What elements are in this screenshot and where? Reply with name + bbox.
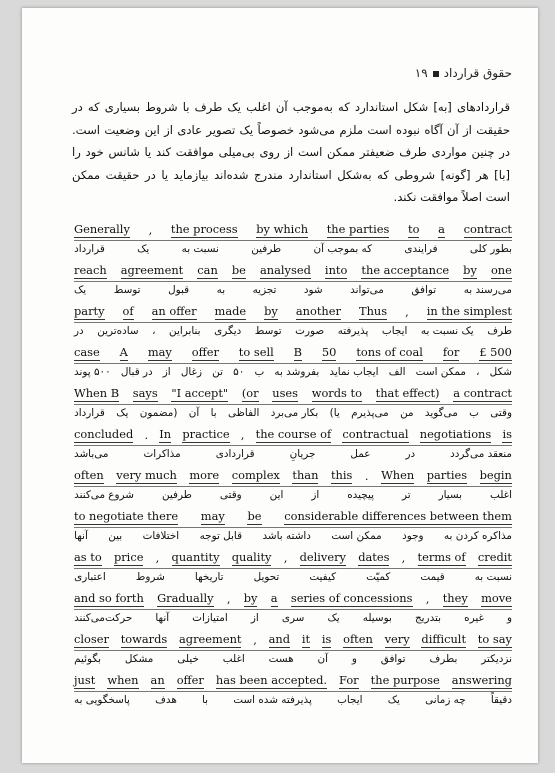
persian-word: کیفیت: [309, 571, 337, 583]
persian-row: [74, 609, 512, 630]
persian-word: وجود: [402, 530, 424, 542]
english-word: answering: [451, 673, 512, 687]
english-word: ,: [401, 551, 406, 565]
persian-word: یک: [74, 284, 87, 296]
english-word: in the simplest: [426, 304, 512, 318]
persian-word: قبول: [168, 284, 190, 296]
persian-word: می‌گوید: [424, 407, 458, 419]
persian-word: توافق: [380, 653, 406, 665]
persian-word: نسبت به: [474, 571, 512, 583]
english-word: by: [463, 263, 477, 277]
english-word: When: [381, 468, 415, 482]
persian-word: یک: [137, 243, 150, 255]
english-word: ,: [405, 305, 409, 319]
persian-word: بین: [108, 530, 123, 542]
english-word: credit: [477, 550, 512, 564]
persian-word: مذاکره کردن به: [443, 530, 512, 542]
english-word: a: [438, 222, 445, 236]
persian-word: آن: [317, 653, 328, 665]
english-word: terms of: [417, 550, 466, 564]
english-word: contract: [463, 222, 512, 236]
english-word: A: [119, 345, 128, 359]
english-word: the parties: [326, 222, 390, 236]
persian-word: غیره: [464, 612, 484, 624]
english-word: of: [122, 304, 134, 318]
persian-row: [74, 527, 512, 548]
persian-word: بوسیله: [362, 612, 392, 624]
english-word: by: [264, 304, 278, 318]
english-word: ,: [155, 551, 160, 565]
english-row: [74, 591, 512, 607]
persian-word: وقتی: [219, 489, 242, 501]
persian-word: خیلی: [177, 653, 199, 665]
persian-word: جریانِ: [289, 448, 316, 460]
english-word: this: [330, 468, 353, 482]
english-word: Generally: [74, 222, 130, 236]
persian-word: طرف: [487, 325, 512, 337]
persian-word: صورت: [295, 325, 325, 337]
english-row: [74, 427, 512, 443]
persian-word: پیچیده: [347, 489, 374, 501]
persian-word: با: [210, 407, 217, 419]
persian-word: قرارداد: [74, 407, 105, 419]
book-page: [22, 8, 538, 763]
english-row: [74, 345, 512, 361]
persian-row: [74, 650, 512, 671]
persian-word: ایجاب: [337, 694, 363, 706]
persian-word: شکل: [489, 366, 512, 378]
english-word: In: [159, 427, 172, 441]
persian-word: عمل: [350, 448, 371, 460]
persian-word: یا): [329, 407, 340, 419]
persian-word: الفاظی: [227, 407, 260, 419]
persian-row: [74, 363, 512, 384]
persian-word: من: [400, 407, 414, 419]
english-word: another: [295, 304, 341, 318]
persian-word: سری: [281, 612, 305, 624]
english-word: the course of: [255, 427, 332, 441]
english-word: Gradually: [157, 591, 214, 605]
persian-word: یک: [116, 407, 129, 419]
english-word: one: [490, 263, 512, 277]
persian-word: منعقد می‌گردد: [450, 448, 512, 460]
english-word: ,: [283, 551, 288, 565]
english-word: than: [292, 468, 319, 482]
english-word: they: [442, 591, 468, 605]
english-word: parties: [426, 468, 468, 482]
gloss-line: [74, 468, 512, 509]
english-word: considerable differences between them: [284, 509, 512, 523]
persian-word: آن: [188, 407, 200, 419]
persian-word: می‌باشد: [74, 448, 109, 460]
english-row: [74, 509, 512, 525]
english-word: delivery: [299, 550, 346, 564]
persian-word: قراردادی: [215, 448, 255, 460]
english-word: very: [384, 632, 410, 646]
persian-word: نسبت به: [181, 243, 219, 255]
english-word: (or: [241, 386, 259, 400]
english-word: an: [150, 673, 165, 687]
persian-word: ساده‌ترین: [97, 325, 139, 337]
english-word: that effect): [375, 386, 440, 400]
english-word: For: [339, 673, 359, 687]
english-word: .: [364, 469, 369, 483]
interlinear-gloss: [74, 222, 512, 714]
persian-word: به: [216, 284, 226, 296]
english-word: ,: [253, 633, 257, 647]
english-word: tons of coal: [356, 345, 423, 359]
english-word: uses: [272, 386, 299, 400]
persian-word: بتدریج: [414, 612, 442, 624]
english-word: offer: [191, 345, 219, 359]
english-word: by which: [256, 222, 309, 236]
persian-word: توسط: [254, 325, 282, 337]
english-word: often: [74, 468, 104, 482]
persian-row: [74, 404, 512, 425]
persian-word: طرفین: [161, 489, 192, 501]
english-word: ,: [226, 592, 231, 606]
english-word: often: [343, 632, 373, 646]
english-word: be: [231, 263, 246, 277]
persian-word: شروط: [135, 571, 165, 583]
persian-word: ۵۰: [233, 366, 245, 378]
persian-word: پذیرفته: [337, 325, 369, 337]
english-word: may: [200, 509, 225, 523]
english-word: the purpose: [370, 673, 440, 687]
persian-word: و: [351, 653, 357, 665]
persian-word: یک نسبت به: [420, 325, 474, 337]
persian-word: (مضمون: [139, 407, 178, 419]
english-word: agreement: [179, 632, 242, 646]
english-word: agreement: [120, 263, 184, 277]
persian-word: اغلب: [490, 489, 512, 501]
gloss-line: [74, 345, 512, 386]
english-word: "I accept": [171, 386, 229, 400]
gloss-line: [74, 222, 512, 263]
persian-word: تر: [401, 489, 411, 501]
english-word: offer: [176, 673, 204, 687]
persian-word: تجزیه: [252, 284, 277, 296]
persian-word: مشکل: [124, 653, 154, 665]
english-word: move: [481, 591, 512, 605]
english-word: £ 500: [479, 345, 512, 359]
english-word: practice: [182, 427, 230, 441]
persian-word: بفروشد به: [274, 366, 320, 378]
english-word: to negotiate there: [74, 509, 179, 523]
english-word: series of concessions: [290, 591, 413, 605]
persian-word: در: [405, 448, 416, 460]
persian-word: ممکن است: [415, 366, 466, 378]
persian-word: یک: [327, 612, 340, 624]
persian-word: یک: [387, 694, 400, 706]
english-word: very much: [116, 468, 177, 482]
english-row: [74, 386, 512, 402]
persian-word: فرایندی: [404, 243, 438, 255]
english-word: just: [74, 673, 96, 687]
persian-word: طرفین: [251, 243, 282, 255]
persian-word: از: [250, 612, 259, 624]
english-word: case: [74, 345, 100, 359]
gloss-line: [74, 304, 512, 345]
persian-word: در: [74, 325, 84, 337]
persian-word: ایجاب نماید: [329, 366, 379, 378]
persian-word: از: [162, 366, 171, 378]
english-word: the process: [170, 222, 238, 236]
english-word: concluded: [74, 427, 134, 441]
persian-word: کمیّت: [366, 571, 391, 583]
persian-word: تاریخها: [194, 571, 224, 583]
english-word: analysed: [259, 263, 311, 277]
persian-word: ۵۰۰ پوند: [74, 366, 111, 378]
english-word: ,: [425, 592, 430, 606]
english-word: reach: [74, 263, 107, 277]
english-word: can: [197, 263, 218, 277]
persian-row: [74, 322, 512, 343]
english-word: made: [214, 304, 247, 318]
persian-word: وقتی: [490, 407, 512, 419]
english-word: to sell: [238, 345, 274, 359]
gloss-line: [74, 509, 512, 550]
gloss-line: [74, 591, 512, 632]
gloss-line: [74, 263, 512, 304]
english-word: words to: [311, 386, 362, 400]
header-square-icon: [433, 71, 439, 77]
persian-word: مذاکرات: [143, 448, 181, 460]
persian-word: شروع می‌کنند: [74, 489, 134, 501]
page-number: ۱۹: [414, 66, 428, 80]
persian-word: با: [202, 694, 209, 706]
english-word: party: [74, 304, 105, 318]
english-word: quantity: [171, 550, 220, 564]
intro-paragraph: قراردادهای [به] شکل استاندارد که به‌موجب آن اغلب یک طرف با شروط بسیاری که در حقیقت از آن آگاه نبوده است ملزم می‌شود خصوصاً یک تصویر عادی از این وضعیت است. در چنین مواردی طرف ضعیفتر ممکن است از روی بی‌میلی موافقت کند یا شانس خود را [با] هر [گونه] شروطی که به‌شکل استاندارد مندرج شده‌اند بیازماید یا در حقیقت ممکن است اصلاً موافقت نکند.: [72, 100, 510, 204]
english-word: says: [132, 386, 158, 400]
english-word: begin: [479, 468, 512, 482]
persian-word: بطرف: [429, 653, 458, 665]
persian-word: ب: [254, 366, 265, 378]
persian-row: [74, 445, 512, 466]
english-row: [74, 632, 512, 648]
english-word: quality: [231, 550, 272, 564]
english-word: an offer: [151, 304, 197, 318]
english-word: be: [247, 509, 262, 523]
english-word: price: [113, 550, 144, 564]
english-word: a: [270, 591, 278, 605]
persian-word: تحویل: [253, 571, 280, 583]
intro-text: [72, 96, 510, 209]
english-word: dates: [358, 550, 390, 564]
persian-word: اغلب: [222, 653, 245, 665]
running-header: [415, 66, 512, 80]
persian-word: بکار می‌برد: [270, 407, 319, 419]
english-row: [74, 222, 512, 238]
english-word: to say: [477, 632, 512, 646]
persian-word: قابل توجه: [199, 530, 243, 542]
gloss-line: [74, 386, 512, 427]
persian-word: آنها: [74, 530, 88, 542]
english-word: ,: [148, 223, 153, 237]
persian-word: ،: [152, 325, 156, 337]
persian-word: ایجاب: [381, 325, 408, 337]
persian-word: شود: [303, 284, 323, 296]
english-word: difficult: [421, 632, 467, 646]
persian-word: می‌رسند به: [463, 284, 512, 296]
english-word: a contract: [453, 386, 512, 400]
persian-word: ممکن است: [331, 530, 382, 542]
persian-word: تن: [212, 366, 223, 378]
english-word: is: [321, 632, 332, 646]
persian-word: امتیازات: [192, 612, 228, 624]
english-word: When B: [74, 386, 120, 400]
persian-row: [74, 691, 512, 712]
english-row: [74, 550, 512, 566]
english-word: to: [408, 222, 420, 236]
persian-row: [74, 486, 512, 507]
persian-row: [74, 281, 512, 302]
english-word: Thus: [358, 304, 388, 318]
english-word: it: [301, 632, 311, 646]
gloss-line: [74, 673, 512, 714]
persian-word: توسط: [113, 284, 141, 296]
persian-word: چه زمانی: [425, 694, 466, 706]
english-word: closer: [74, 632, 109, 646]
persian-word: دیگری: [214, 325, 242, 337]
persian-word: می‌تواند: [350, 284, 384, 296]
english-word: may: [147, 345, 172, 359]
persian-word: این: [269, 489, 284, 501]
persian-word: بگوئیم: [74, 653, 102, 665]
persian-word: توافق: [411, 284, 437, 296]
persian-word: پذیرفته شده است: [233, 694, 312, 706]
persian-word: اعتباری: [74, 571, 106, 583]
english-word: more: [189, 468, 220, 482]
english-word: the acceptance: [361, 263, 450, 277]
persian-word: بسیار: [438, 489, 463, 501]
english-word: by: [243, 591, 258, 605]
english-row: [74, 673, 512, 689]
english-row: [74, 263, 512, 279]
english-word: B: [293, 345, 303, 359]
persian-word: قیمت: [420, 571, 445, 583]
english-word: contractual: [342, 427, 409, 441]
persian-word: از: [311, 489, 320, 501]
persian-word: حرکت‌می‌کنند: [74, 612, 133, 624]
gloss-line: [74, 550, 512, 591]
gloss-line: [74, 632, 512, 673]
english-word: is: [502, 427, 512, 441]
persian-word: زغال: [180, 366, 202, 378]
persian-word: بنابراین: [169, 325, 201, 337]
persian-word: داشته باشد: [262, 530, 311, 542]
english-word: and: [268, 632, 291, 646]
english-word: as to: [74, 550, 102, 564]
persian-word: ،: [476, 366, 480, 378]
english-word: ,: [240, 428, 245, 442]
persian-word: الف: [388, 366, 406, 378]
english-word: and so forth: [74, 591, 144, 605]
persian-word: نزدیکتر: [481, 653, 512, 665]
english-word: towards: [120, 632, 168, 646]
persian-word: قرارداد: [74, 243, 105, 255]
gloss-line: [74, 427, 512, 468]
persian-word: می‌پذیرم: [351, 407, 389, 419]
english-word: when: [107, 673, 139, 687]
english-word: for: [442, 345, 460, 359]
english-word: negotiations: [419, 427, 492, 441]
english-word: 50: [321, 345, 337, 359]
persian-row: [74, 568, 512, 589]
persian-word: و: [506, 612, 512, 624]
english-word: has been accepted.: [215, 673, 328, 687]
persian-word: در قبال: [120, 366, 153, 378]
persian-word: هدف: [155, 694, 177, 706]
persian-word: که بموجب آن: [313, 243, 373, 255]
persian-word: اختلافات: [142, 530, 180, 542]
persian-word: هست: [268, 653, 294, 665]
english-word: into: [324, 263, 348, 277]
english-row: [74, 304, 512, 320]
header-title: حقوق قرارداد: [443, 66, 512, 80]
persian-word: ب: [469, 407, 479, 419]
persian-word: بطور کلی: [469, 243, 512, 255]
persian-row: [74, 240, 512, 261]
persian-word: آنها: [155, 612, 170, 624]
english-word: complex: [231, 468, 280, 482]
english-row: [74, 468, 512, 484]
persian-word: پاسخگویی به: [74, 694, 130, 706]
english-word: .: [144, 428, 149, 442]
persian-word: دقیقاً: [490, 694, 512, 706]
